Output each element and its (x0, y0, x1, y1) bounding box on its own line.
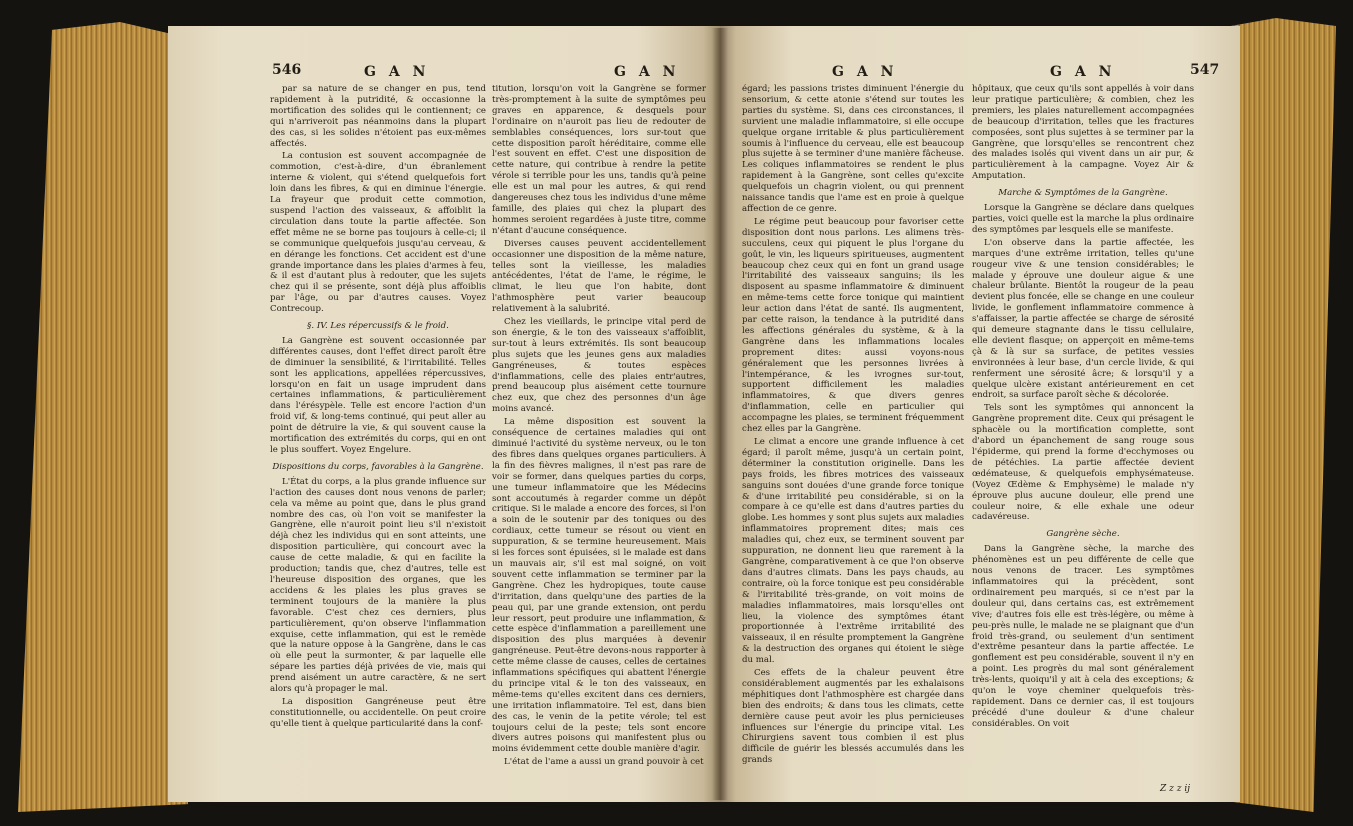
paragraph: La contusion est souvent accompagnée de commotion, c'est-à-dire, d'un ébranlement interne & violent, qui s'étend quelquefois fort loin dans les fibres, & qui en diminue l'énergie. La frayeur que produit cette commotion, suspend l'action des vaisseaux, & affoiblit la circulation dans toute la partie affectée. Son effet même ne se borne pas toujours à celle-ci; il se communique quelquefois jusqu'au cerveau, & en dérange les fonctions. Cet accident est d'une grande importance dans les plaies d'armes à feu, & il est d'autant plus à redouter, que les sujets chez qui il se présente, sont déjà plus affoiblis par l'âge, ou par d'autres causes. Voyez Contrecoup. (270, 151, 486, 315)
left-running-head-1: G A N (364, 64, 430, 80)
paragraph: Le régime peut beaucoup pour favoriser cette disposition dont nous parlons. Les alimens très-succulens, ceux qui piquent le plus l'organe du goût, le vin, les liqueurs spiritueuses, augmentent beaucoup chez ceux qui en font un grand usage l'irritabilité des vaisseaux sanguins; ils les disposent au spasme inflammatoire & diminuent en même-tems cette force tonique qui maintient leur action dans l'état de santé. Ils augmentent, par cette raison, la tendance à la putridité dans les affections générales du système, & à la Gangrène dans les inflammations locales proprement dites: aussi voyons-nous généralement que les personnes livrées à l'intempérance, & les ivrognes sur-tout, supportent difficilement les maladies inflammatoires, & que divers genres d'inflammation, celle en particulier qui accompagne les plaies, se terminent fréquemment chez elles par la Gangrène. (742, 216, 964, 435)
right-running-head-1: G A N (832, 64, 898, 80)
right-page-column-2 (972, 84, 1194, 732)
left-page-column-2 (492, 84, 706, 770)
paragraph: hôpitaux, que ceux qu'ils sont appellés à voir dans leur pratique particulière; & combien, chez les premiers, les plaies naturellement accompagnées de beaucoup d'irritation, telles que les fractures composées, sont plus sujettes à se terminer par la Gangrène, que lorsqu'elles se rencontrent chez des malades isolés qui vivent dans un air pur, & particulièrement à la campagne. Voyez Air & Amputation. (972, 84, 1194, 182)
section-heading: §. IV. Les répercussifs & le froid. (307, 321, 449, 332)
section-heading: Dispositions du corps, favorables à la Gangrène. (272, 461, 484, 472)
left-page-column-1 (270, 84, 486, 732)
paragraph: L'on observe dans la partie affectée, les marques d'une extrême irritation, telles qu'une rougeur vive & une tension considérables; le malade y éprouve une douleur aigue & une chaleur brûlante. Bientôt la rougeur de la peau devient plus foncée, elle se change en une couleur livide, le gonflement inflammatoire commence à s'affaisser, la partie affectée se charge de sérosité qui demeure stagnante dans le tissu cellulaire, elle devient flasque; on apperçoit en même-tems çà & là sur sa surface, de petites vessies environnées à leur base, d'un cercle livide, & qui renferment une sérosité âcre; & lorsqu'il y a quelque ulcère existant antérieurement en cet endroit, sa surface paroît sèche & décolorée. (972, 237, 1194, 401)
paragraph: Dans la Gangrène sèche, la marche des phénomènes est un peu différente de celle que nous venons de tracer. Les symptômes inflammatoires qui la précèdent, sont ordinairement peu marqués, si ce n'est par la douleur qui, dans certains cas, est extrêmement vive; d'autres fois elle est très-légère, ou même à peu-près nulle, le malade ne se plaignant que d'un froid très-grand, ou seulement d'un sentiment d'extrême pesanteur dans la partie affectée. Le gonflement est peu considérable, souvent il n'y en a point. Les progrès du mal sont généralement très-lents, quoiqu'il y ait à cela des exceptions; & qu'on le voye cheminer quelquefois très-rapidement. Dans ce dernier cas, il est toujours précédé d'une douleur & d'une chaleur considérables. On voit (972, 544, 1194, 729)
paragraph: Chez les vieillards, le principe vital perd de son énergie, & le ton des vaisseaux s'affoiblit, sur-tout à leurs extrémités. Ils sont beaucoup plus sujets que les jeunes gens aux maladies Gangréneuses, & toutes espèces d'inflammations, celle des plaies entr'autres, prend beaucoup plus aisément cette tournure chez eux, que chez des personnes d'un âge moins avancé. (492, 317, 706, 415)
left-running-head-2: G A N (614, 64, 680, 80)
right-page-column-1 (742, 84, 964, 768)
paragraph: L'état de l'ame a aussi un grand pouvoir à cet (504, 757, 704, 768)
paragraph: égard; les passions tristes diminuent l'énergie du sensorium, & cette atonie s'étend sur toutes les parties du système. Si, dans ces circonstances, il survient une maladie inflammatoire, si elle occupe quelque organe irritable & plus particulièrement soumis à l'influence du cerveau, elle est beaucoup plus sujette à se terminer d'une manière fâcheuse. Les coliques inflammatoires se rendent le plus rapidement à la Gangrène, sont celles qu'excite quelquefois un chagrin violent, ou qui prennent naissance tandis que l'ame est en proie à quelque affection de ce genre. (742, 84, 964, 214)
section-heading: Gangrène sèche. (1046, 529, 1120, 540)
paragraph: La même disposition est souvent la conséquence de certaines maladies qui ont diminué l'activité du système nerveux, ou le ton des fibres dans quelques organes particuliers. À la fin des fièvres malignes, il n'est pas rare de voir se former, dans quelques parties du corps, une tumeur inflammatoire que les Médecins sont accoutumés à regarder comme un dépôt critique. Si le malade a encore des forces, si l'on a soin de le soutenir par des toniques ou des cordiaux, cette tumeur se résout ou vient en suppuration, & se termine heureusement. Mais si les forces sont épuisées, si le malade est dans un mauvais air, s'il est mal soigné, on voit souvent cette inflammation se terminer par la Gangrène. Chez les hydropiques, toute cause d'irritation, dans quelqu'une des parties de la peau qui, par une grande extension, ont perdu leur ressort, peut produire une inflammation, & cette espèce d'inflammation a pareillement une disposition des plus marquées à devenir gangréneuse. Peut-être devons-nous rapporter à cette même classe de causes, celles de certaines inflammations spécifiques qui abattent l'énergie du principe vital & le ton des vaisseaux, en même-tems qu'elles excitent dans ces derniers, une irritation inflammatoire. Tel est, dans bien des cas, le venin de la petite vérole; tel est toujours celui de la peste; tels sont encore divers autres poisons qui manifestent plus ou moins évidemment cette double manière d'agir. (492, 417, 706, 755)
section-heading: Marche & Symptômes de la Gangrène. (998, 188, 1168, 199)
right-page (720, 26, 1240, 802)
paragraph: par sa nature de se changer en pus, tend rapidement à la putridité, & occasionne la mortification des solides qui le contiennent; ce qui n'arriveroit pas néanmoins dans la plupart des cas, si les solides n'étoient pas eux-mêmes affectés. (270, 84, 486, 149)
book-gutter (712, 28, 728, 800)
left-page (168, 26, 720, 802)
paragraph: La disposition Gangréneuse peut être constitutionnelle, ou accidentelle. On peut croire qu'elle tient à quelque particularité dans la conf- (270, 696, 486, 729)
paragraph: La Gangrène est souvent occasionnée par différentes causes, dont l'effet direct paroît être de diminuer la sensibilité, & l'irritabilité. Telles sont les applications, appellées répercussives, lorsqu'on en fait un usage imprudent dans certaines inflammations, & particulièrement dans l'érésypèle. Telle est encore l'action d'un froid vif, & long-tems continué, qui peut aller au point de détruire la vie, & qui souvent cause la mortification des extrémités du corps, qui en ont le plus souffert. Voyez Engelure. (270, 335, 486, 455)
paragraph: titution, lorsqu'on voit la Gangrène se former très-promptement à la suite de symptômes peu graves en apparence, & desquels pour l'ordinaire on n'auroit pas lieu de redouter de semblables conséquences, lors sur-tout que cette disposition paroît héréditaire, comme elle l'est souvent en effet. C'est une disposition de cette nature, qui contribue à rendre la petite vérole si terrible pour les uns, tandis qu'à peine elle est un mal pour les autres, & qui rend dangereuses chez tous les individus d'une même famille, des plaies qui chez la plupart des hommes seroient regardées à juste titre, comme n'étant d'aucune conséquence. (492, 84, 706, 236)
left-page-number: 546 (272, 62, 302, 78)
open-book (18, 10, 1336, 818)
paragraph: L'État du corps, a la plus grande influence sur l'action des causes dont nous venons de parler; cela va même au point que, dans le plus grand nombre des cas, où l'on voit se manifester la Gangrène, elle n'auroit point lieu s'il n'existoit déjà chez les individus qui en sont atteints, une disposition particulière, qui concourt avec la cause de cette maladie, & qui en facilite la production; tandis que, chez d'autres, telle est l'heureuse disposition des organes, que les accidens & les plaies les plus graves se terminent toujours de la manière la plus favorable. C'est chez ces derniers, plus particulièrement, qu'on observe l'inflammation exquise, cette inflammation, qui est le remède que la nature oppose à la Gangrène, dans le cas où elle peut la surmonter, & par laquelle elle sépare les parties déjà privées de vie, mais qui prend aisément un autre caractère, & ne sert alors qu'à propager le mal. (270, 476, 486, 695)
right-page-number: 547 (1190, 62, 1220, 78)
paragraph: Ces effets de la chaleur peuvent être considérablement augmentés par les exhalaisons méphitiques dont l'athmosphère est chargée dans bien des endroits; & dans tous les climats, cette dernière cause peut avoir les plus pernicieuses influences sur l'énergie du principe vital. Les Chirurgiens savent tous combien il est plus difficile de guérir les blessés accumulés dans les grands (742, 668, 964, 766)
left-page-edges (18, 22, 188, 812)
right-running-head-2: G A N (1050, 64, 1116, 80)
paragraph: Le climat a encore une grande influence à cet égard; il paroît même, jusqu'à un certain point, déterminer la constitution originelle. Dans les pays froids, les fibres motrices des vaisseaux sanguins sont douées d'une grande force tonique & d'une irritabilité peu considérable, si on la compare à ce qu'elle est dans d'autres parties du globe. Les hommes y sont plus sujets aux maladies inflammatoires proprement dites; mais ces maladies qui, chez eux, se terminent souvent par suppuration, ne donnent lieu que rarement à la Gangrène, comparativement à ce que l'on observe dans d'autres climats. Dans les pays chauds, au contraire, où la force tonique est peu considérable & l'irritabilité très-grande, on voit moins de maladies inflammatoires, mais lorsqu'elles ont lieu, la violence des symptômes étant proportionnée à l'extrême irritabilité des vaisseaux, il en résulte promptement la Gangrène & la destruction des organes qui étoient le siège du mal. (742, 437, 964, 666)
paragraph: Lorsque la Gangrène se déclare dans quelques parties, voici quelle est la marche la plus ordinaire des symptômes par lesquels elle se manifeste. (972, 203, 1194, 235)
paragraph: Diverses causes peuvent accidentellement occasionner une disposition de la même nature, telles sont la vieillesse, les maladies antécédentes, l'état de l'ame, le régime, le climat, le lieu que l'on habite, dont l'athmosphère peut varier beaucoup relativement à la salubrité. (492, 238, 706, 315)
signature-mark: Z z z ij (1160, 784, 1190, 794)
paragraph: Tels sont les symptômes qui annoncent la Gangrène proprement dite. Ceux qui présagent le sphacèle ou la mortification complette, sont d'abord un épanchement de sang rouge sous l'épiderme, qui prend la forme d'ecchymoses ou de pétéchies. La partie affectée devient œdémateuse, & quelquefois emphysémateuse. (Voyez Œdème & Emphysème) le malade n'y éprouve plus aucune douleur, elle prend une couleur noire, & elle exhale une odeur cadavéreuse. (972, 403, 1194, 523)
